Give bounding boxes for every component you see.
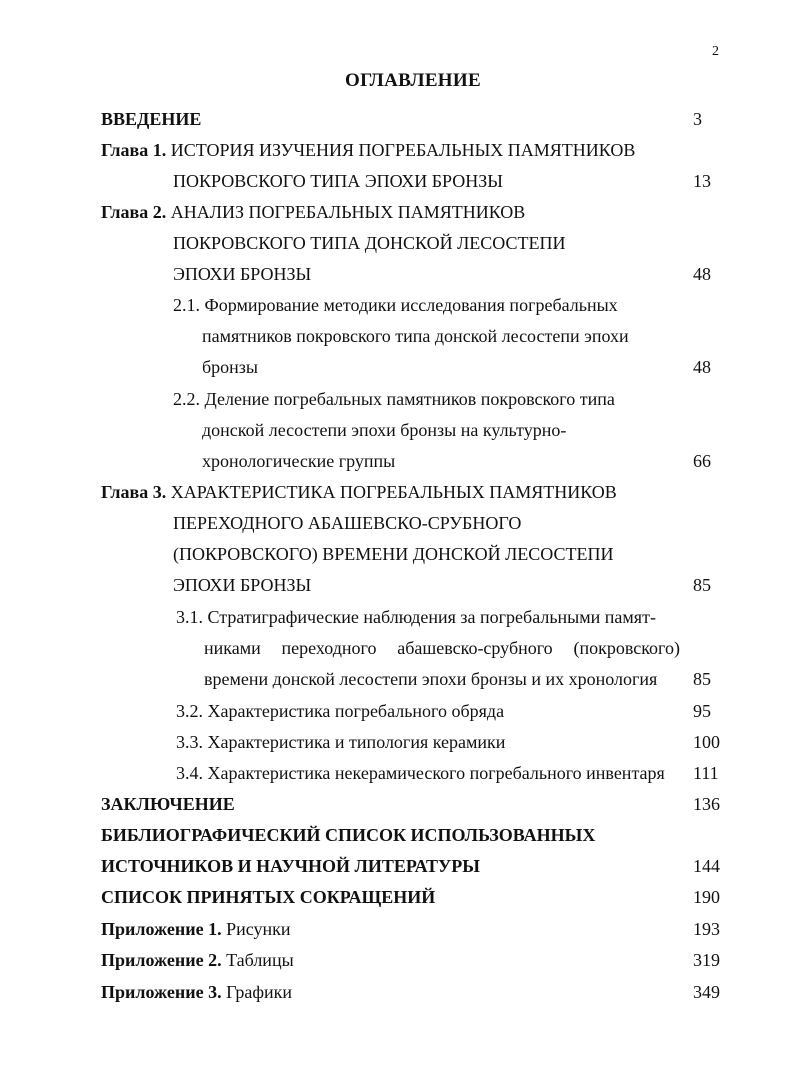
toc-page-number: 193	[693, 919, 720, 939]
section-title-line: 3.2. Характеристика погребального обряда	[176, 701, 505, 721]
toc-page-number: 136	[693, 794, 720, 814]
appendix-label: Таблицы	[226, 950, 294, 970]
page-number: 2	[712, 44, 719, 59]
toc-page-number: 349	[693, 982, 720, 1002]
toc-entry-label: ЗАКЛЮЧЕНИЕ	[101, 794, 235, 814]
toc-page-number: 66	[693, 451, 711, 471]
toc-page-number: 85	[693, 669, 711, 689]
toc-page-number: 48	[693, 264, 711, 284]
appendix-label: Графики	[226, 982, 293, 1002]
chapter-title-line: ПОКРОВСКОГО ТИПА ЭПОХИ БРОНЗЫ	[173, 171, 504, 191]
chapter-title-line: ИСТОРИЯ ИЗУЧЕНИЯ ПОГРЕБАЛЬНЫХ ПАМЯТНИКОВ	[170, 140, 636, 160]
section-title-line: 3.1. Стратиграфические наблюдения за погребальными памят-	[176, 607, 656, 627]
toc-page-number: 48	[693, 357, 711, 377]
toc-page-number: 85	[693, 575, 711, 595]
chapter-prefix: Глава 2.	[101, 202, 167, 222]
appendix-label: Рисунки	[226, 919, 291, 939]
appendix-prefix: Приложение 3.	[101, 982, 222, 1002]
chapter-title-line: ЭПОХИ БРОНЗЫ	[173, 264, 312, 284]
section-title-line: памятников покровского типа донской лесостепи эпохи	[202, 326, 629, 346]
chapter-prefix: Глава 1.	[101, 140, 167, 160]
chapter-title-line: ХАРАКТЕРИСТИКА ПОГРЕБАЛЬНЫХ ПАМЯТНИКОВ	[170, 482, 617, 502]
chapter-title-line: ЭПОХИ БРОНЗЫ	[173, 575, 312, 595]
toc-page-number: 319	[693, 950, 720, 970]
toc-page-number: 3	[693, 109, 702, 129]
toc-page-number: 111	[693, 763, 719, 783]
section-title-line: 3.4. Характеристика некерамического погребального инвентаря	[176, 763, 665, 783]
toc-title: ОГЛАВЛЕНИЕ	[345, 70, 481, 91]
chapter-title-line: ПОКРОВСКОГО ТИПА ДОНСКОЙ ЛЕСОСТЕПИ	[173, 233, 566, 253]
toc-page-number: 100	[693, 732, 720, 752]
section-title-line: времени донской лесостепи эпохи бронзы и их хронология	[204, 669, 658, 689]
chapter-title-line: ПЕРЕХОДНОГО АБАШЕВСКО-СРУБНОГО	[173, 513, 522, 533]
section-title-line: 3.3. Характеристика и типология керамики	[176, 732, 506, 752]
toc-entry-label: ИСТОЧНИКОВ И НАУЧНОЙ ЛИТЕРАТУРЫ	[101, 856, 480, 876]
toc-page-number: 13	[693, 171, 711, 191]
toc-page-number: 144	[693, 856, 720, 876]
chapter-prefix: Глава 3.	[101, 482, 167, 502]
chapter-title-line: (ПОКРОВСКОГО) ВРЕМЕНИ ДОНСКОЙ ЛЕСОСТЕПИ	[173, 544, 614, 564]
section-title-line: никами переходного абашевско-срубного (покровского)	[204, 638, 680, 658]
toc-entry-label: БИБЛИОГРАФИЧЕСКИЙ СПИСОК ИСПОЛЬЗОВАННЫХ	[101, 825, 596, 845]
section-title-line: бронзы	[202, 357, 258, 377]
appendix-prefix: Приложение 2.	[101, 950, 222, 970]
appendix-prefix: Приложение 1.	[101, 919, 222, 939]
toc-entry-label: ВВЕДЕНИЕ	[101, 109, 202, 129]
chapter-title-line: АНАЛИЗ ПОГРЕБАЛЬНЫХ ПАМЯТНИКОВ	[170, 202, 526, 222]
section-title-line: донской лесостепи эпохи бронзы на культурно-	[202, 420, 567, 440]
toc-page-number: 95	[693, 701, 711, 721]
section-title-line: 2.2. Деление погребальных памятников покровского типа	[173, 389, 615, 409]
section-title-line: 2.1. Формирование методики исследования погребальных	[173, 295, 618, 315]
toc-page-number: 190	[693, 887, 720, 907]
section-title-line: хронологические группы	[202, 451, 396, 471]
toc-entry-label: СПИСОК ПРИНЯТЫХ СОКРАЩЕНИЙ	[101, 887, 436, 907]
